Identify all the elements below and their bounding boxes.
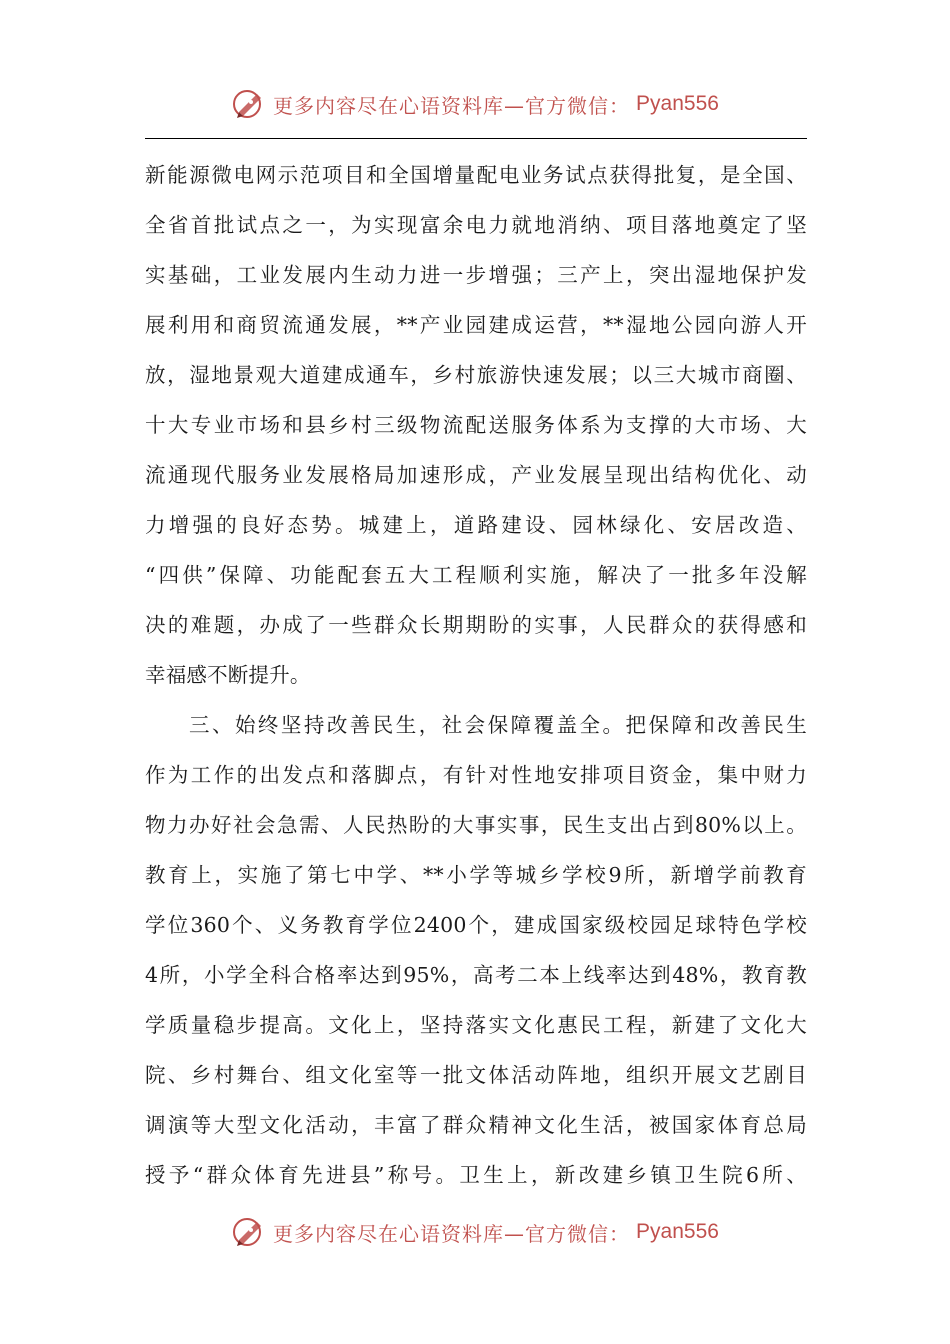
text-line: 作为工作的出发点和落脚点，有针对性地安排项目资金，集中财力 (145, 763, 807, 787)
pen-logo-icon (231, 86, 267, 122)
text-line: 放，湿地景观大道建成通车，乡村旅游快速发展；以三大城市商圈、 (145, 363, 807, 387)
text-line: 力增强的良好态势。城建上，道路建设、园林绿化、安居改造、 (145, 513, 807, 537)
text-line: 十大专业市场和县乡村三级物流配送服务体系为支撑的大市场、大 (145, 413, 807, 437)
text-line: “四供”保障、功能配套五大工程顺利实施，解决了一批多年没解 (145, 563, 807, 587)
text-line: 实基础，工业发展内生动力进一步增强；三产上，突出湿地保护发 (145, 263, 807, 287)
text-line: 学位360个、义务教育学位2400个，建成国家级校园足球特色学校 (145, 913, 807, 937)
header-watermark-text: 更多内容尽在心语资料库—官方微信： (273, 93, 631, 118)
text-line: 授予“群众体育先进县”称号。卫生上，新改建乡镇卫生院6所、 (145, 1163, 807, 1187)
text-line: 全省首批试点之一，为实现富余电力就地消纳、项目落地奠定了坚 (145, 213, 807, 237)
text-line: 流通现代服务业发展格局加速形成，产业发展呈现出结构优化、动 (145, 463, 807, 487)
footer-watermark (0, 1212, 950, 1252)
text-line: 学质量稳步提高。文化上，坚持落实文化惠民工程，新建了文化大 (145, 1013, 807, 1037)
text-line: 教育上，实施了第七中学、**小学等城乡学校9所，新增学前教育 (145, 863, 807, 887)
text-line: 调演等大型文化活动，丰富了群众精神文化生活，被国家体育总局 (145, 1113, 807, 1137)
document-body (145, 150, 807, 1200)
text-line: 幸福感不断提升。 (145, 663, 311, 687)
header-watermark-id: Pyan556 (636, 92, 719, 115)
pen-logo-icon (231, 1214, 267, 1250)
text-line: 物力办好社会急需、人民热盼的大事实事，民生支出占到80%以上。 (145, 813, 807, 837)
paragraph-1 (145, 150, 807, 700)
text-line: 院、乡村舞台、组文化室等一批文体活动阵地，组织开展文艺剧目 (145, 1063, 807, 1087)
paragraph-2 (145, 700, 807, 1200)
header-divider (145, 138, 807, 139)
text-line: 三、始终坚持改善民生，社会保障覆盖全。把保障和改善民生 (189, 713, 807, 737)
text-line: 决的难题，办成了一些群众长期期盼的实事，人民群众的获得感和 (145, 613, 807, 637)
header-watermark (0, 84, 950, 124)
footer-watermark-text: 更多内容尽在心语资料库—官方微信： (273, 1221, 631, 1246)
text-line: 4所，小学全科合格率达到95%，高考二本上线率达到48%，教育教 (145, 963, 807, 987)
text-line: 新能源微电网示范项目和全国增量配电业务试点获得批复，是全国、 (145, 163, 807, 187)
text-line: 展利用和商贸流通发展，**产业园建成运营，**湿地公园向游人开 (145, 313, 807, 337)
footer-watermark-id: Pyan556 (636, 1220, 719, 1243)
